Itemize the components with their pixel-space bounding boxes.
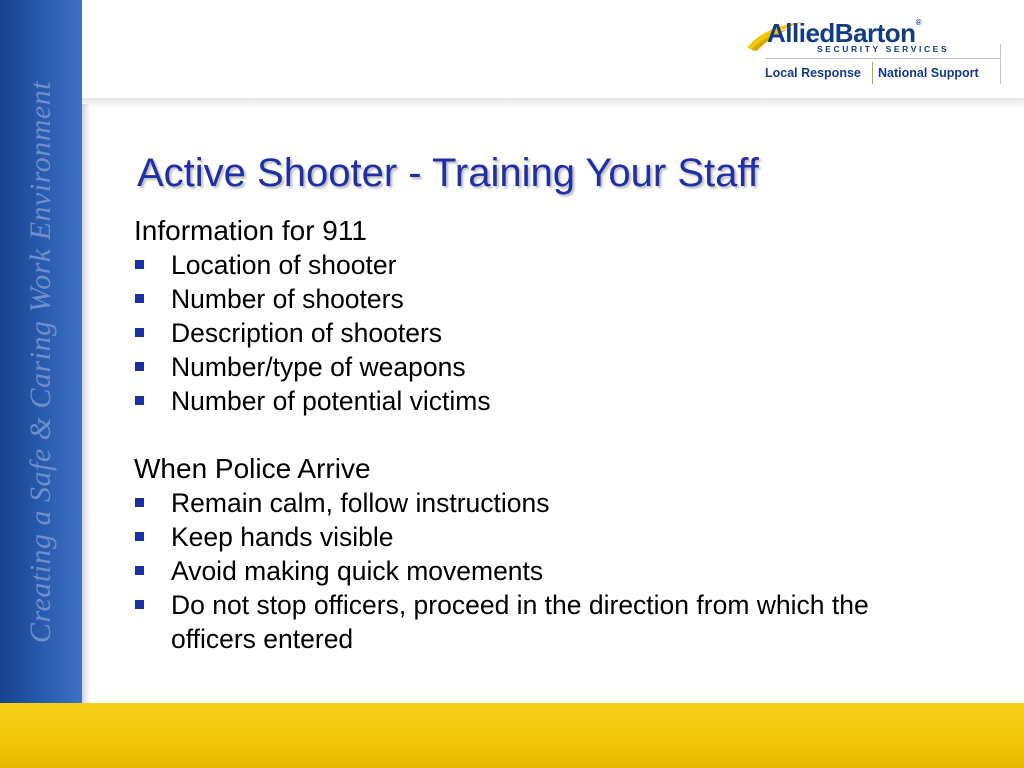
slide-content	[134, 214, 894, 656]
left-sidebar	[0, 0, 82, 703]
bullet-text: Location of shooter	[171, 250, 397, 280]
sidebar-tagline: Creating a Safe & Caring Work Environment	[24, 80, 57, 644]
square-bullet-icon	[135, 532, 144, 541]
slide-title: Active Shooter - Training Your Staff	[137, 151, 759, 195]
square-bullet-icon	[135, 498, 144, 507]
bullet-text: Number/type of weapons	[171, 352, 466, 382]
bullet-item	[134, 486, 894, 520]
bullet-item	[134, 282, 894, 316]
bullet-text: Avoid making quick movements	[171, 556, 544, 586]
bullet-text: Number of potential victims	[171, 386, 491, 416]
square-bullet-icon	[135, 362, 144, 371]
bullet-item	[134, 248, 894, 282]
logo-registered-mark: ®	[915, 18, 921, 27]
bullet-item	[134, 588, 894, 656]
logo-brand-text: AlliedBarton	[767, 18, 916, 48]
bullet-item	[134, 384, 894, 418]
logo-tagline-left: Local Response	[765, 66, 861, 80]
logo-subtitle: SECURITY SERVICES	[817, 44, 950, 54]
logo-tagline-separator	[872, 62, 873, 84]
logo-tagline-right: National Support	[878, 66, 979, 80]
footer-band	[0, 703, 1024, 768]
section-spacer	[134, 418, 894, 452]
bullet-list-911	[134, 248, 894, 418]
bullet-list-police	[134, 486, 894, 656]
bullet-text: Number of shooters	[171, 284, 404, 314]
bullet-text: Keep hands visible	[171, 522, 394, 552]
square-bullet-icon	[135, 396, 144, 405]
square-bullet-icon	[135, 600, 144, 609]
section-heading-police: When Police Arrive	[134, 453, 371, 484]
square-bullet-icon	[135, 328, 144, 337]
square-bullet-icon	[135, 566, 144, 575]
bullet-text: Description of shooters	[171, 318, 443, 348]
bullet-item	[134, 554, 894, 588]
bullet-item	[134, 520, 894, 554]
bullet-item	[134, 316, 894, 350]
bullet-item	[134, 350, 894, 384]
square-bullet-icon	[135, 260, 144, 269]
section-heading-911: Information for 911	[134, 215, 367, 246]
header-shadow	[82, 98, 1024, 108]
logo-divider	[765, 58, 1001, 59]
logo-vertical-rule	[1000, 44, 1001, 84]
bullet-text: Remain calm, follow instructions	[171, 488, 550, 518]
square-bullet-icon	[135, 294, 144, 303]
company-logo	[745, 14, 1010, 88]
bullet-text: Do not stop officers, proceed in the direction from which the officers entered	[171, 590, 869, 654]
